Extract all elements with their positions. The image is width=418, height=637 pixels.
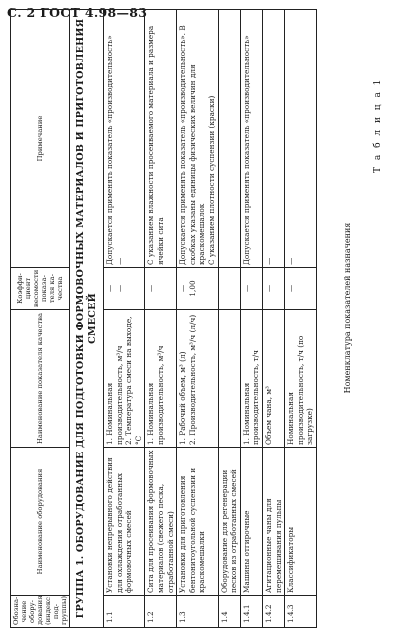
row-weights	[285, 268, 317, 310]
row-indicators	[285, 310, 317, 448]
row-notes	[285, 10, 317, 268]
weight-value: —	[241, 284, 251, 293]
row-weights	[145, 268, 177, 310]
row-code: 1.1	[104, 596, 145, 628]
row-code: 1.4.3	[285, 596, 317, 628]
weight-value: 1,00	[187, 280, 197, 297]
row-weights	[240, 268, 262, 310]
row-indicators	[104, 310, 145, 448]
row-equipment: Агитационные чаны для перемешивания пульпы	[262, 448, 284, 596]
table-row	[218, 10, 240, 628]
row-weights	[218, 268, 240, 310]
note-line: —	[263, 257, 273, 265]
row-indicators	[240, 310, 262, 448]
row-notes	[104, 10, 145, 268]
table-label: Т а б л и ц а 1	[373, 77, 383, 173]
row-indicators	[218, 310, 240, 448]
table-row	[285, 10, 317, 628]
weight-value: —	[114, 284, 124, 293]
note-line: Допускается применять показатель «производительность». В скобках указаны единицы физических величин для краскомешалок	[178, 25, 207, 265]
row-weights	[177, 268, 218, 310]
note-line: —	[286, 257, 296, 265]
page-header: С. 2 ГОСТ 4.98—83	[7, 5, 148, 20]
row-code: 1.2	[145, 596, 177, 628]
indicator-line: 1. Номинальная производительность, м³/ч	[146, 345, 165, 445]
row-weights	[262, 268, 284, 310]
group-title: ГРУППА 1. ОБОРУДОВАНИЕ ДЛЯ ПОДГОТОВКИ ФОРМОВОЧНЫХ МАТЕРИАЛОВ И ПРИГОТОВЛЕНИЯ СМЕСЕЙ	[70, 10, 104, 628]
row-equipment: Оборудование для регенерации песков из отработанных смесей	[218, 448, 240, 596]
row-equipment: Классификаторы	[285, 448, 317, 596]
col-header-indicator: Наименование показателя качества	[11, 310, 70, 448]
group-row	[70, 10, 104, 628]
row-indicators	[177, 310, 218, 448]
row-notes	[177, 10, 218, 268]
table-row	[240, 10, 262, 628]
table-header-row	[11, 10, 70, 628]
note-line: Допускается применять показатель «производительность»	[241, 35, 251, 265]
table-row	[104, 10, 145, 628]
indicator-line: 1. Рабочий объем, м³ (л)	[178, 351, 188, 445]
weight-value: —	[286, 284, 296, 293]
row-code: 1.4.2	[262, 596, 284, 628]
note-line: Допускается применять показатель «производительность»	[105, 35, 114, 265]
row-notes	[262, 10, 284, 268]
note-line: С указанием влажности просеиваемого материала и размера ячейки сита	[146, 25, 165, 265]
indicator-line: 2. Производительность, м³/ч (л/ч)	[187, 314, 197, 445]
row-equipment: Машины отгирочные	[240, 448, 262, 596]
weight-value: —	[263, 284, 273, 293]
indicators-table	[10, 9, 317, 628]
weight-value: —	[105, 284, 114, 293]
row-indicators	[145, 310, 177, 448]
row-code: 1.3	[177, 596, 218, 628]
row-equipment: Сита для просеивания формовочных материалов (свежего песка, отработанной смеси)	[145, 448, 177, 596]
row-indicators	[262, 310, 284, 448]
row-equipment: Установки для приготовления бентонитоугольной суспензии и краскомешалки	[177, 448, 218, 596]
row-notes	[145, 10, 177, 268]
note-line: —	[114, 257, 124, 265]
indicator-line: Объем чана, м³	[263, 386, 273, 445]
weight-value: —	[146, 284, 156, 293]
row-equipment: Установки непрерывного действия для охлаждения отработанных формовочных смесей	[104, 448, 145, 596]
col-header-equipment: Наименование оборудования	[11, 448, 70, 596]
table-row	[145, 10, 177, 628]
row-notes	[218, 10, 240, 268]
indicator-line: 2. Температура смеси на выходе, °С	[124, 316, 143, 445]
table-caption: Номенклатура показателей назначения	[343, 222, 352, 394]
col-header-weight: Коэффи- циент весомости показа- теля ка- чества	[11, 268, 70, 310]
weight-value: —	[178, 284, 188, 293]
table-row	[262, 10, 284, 628]
indicator-line: 1. Номинальная производительность, м³/ч	[105, 345, 124, 445]
indicator-line: 1. Номинальная производительность, т/ч	[241, 350, 261, 445]
table-body	[104, 10, 317, 628]
table-row	[177, 10, 218, 628]
row-weights	[104, 268, 145, 310]
col-header-note: Примечание	[11, 10, 70, 268]
indicator-line: Номинальная производительность, т/ч (по загрузке)	[286, 335, 315, 445]
row-notes	[240, 10, 262, 268]
col-header-code: Обозна- чение обору- дования (индекс под- группы)	[11, 596, 70, 628]
rotated-page	[4, 3, 406, 633]
row-code: 1.4	[218, 596, 240, 628]
row-code: 1.4.1	[240, 596, 262, 628]
note-line: С указанием плотности суспензии (краски)	[206, 95, 216, 265]
